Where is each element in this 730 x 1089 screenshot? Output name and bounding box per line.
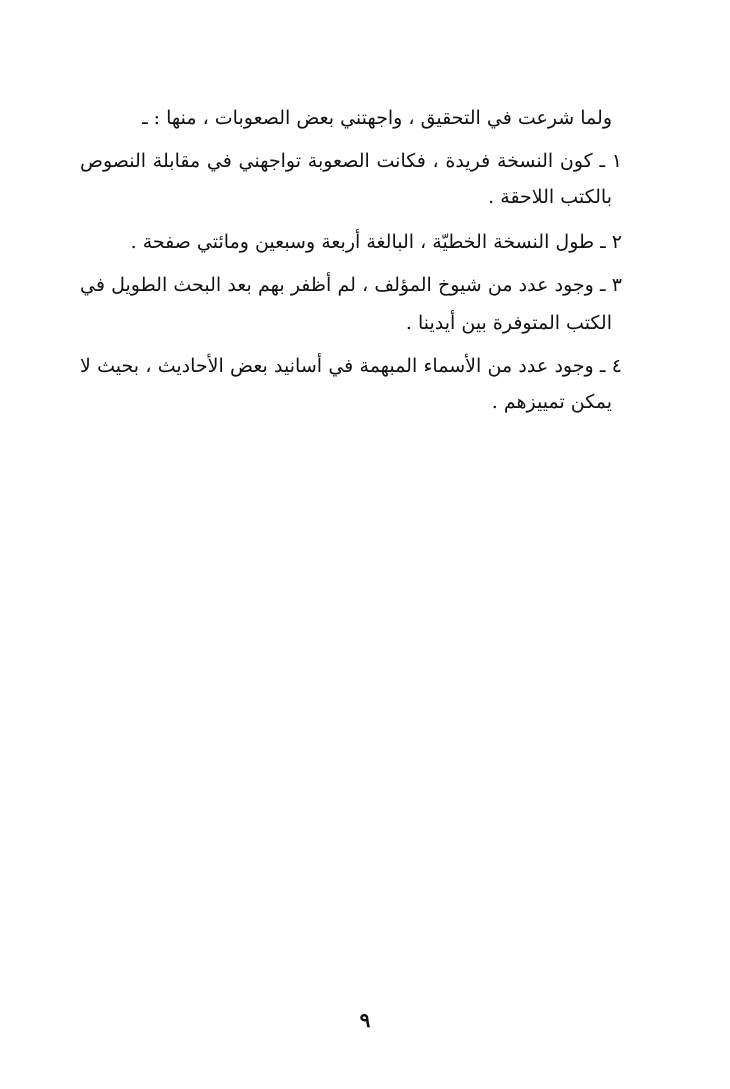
list-item-3-line-1: ٣ ـ وجود عدد من شيوخ المؤلف ، لم أظفر بهم بعد البحث الطويل في — [80, 274, 622, 296]
page-number: ٩ — [359, 1008, 371, 1032]
list-item-1-line-2: بالكتب اللاحقة . — [488, 186, 612, 208]
list-item-4-line-2: يمكن تمييزهم . — [491, 391, 612, 413]
list-item-2-line-1: ٢ ـ طول النسخة الخطيّة ، البالغة أربعة وسبعين ومائتي صفحة . — [130, 231, 622, 253]
list-item-3-line-2: الكتب المتوفرة بين أيدينا . — [405, 312, 612, 334]
list-item-4-line-1: ٤ ـ وجود عدد من الأسماء المبهمة في أسانيد بعض الأحاديث ، بحيث لا — [80, 355, 622, 377]
intro-line: ولما شرعت في التحقيق ، واجهتني بعض الصعوبات ، منها : ـ — [142, 107, 612, 129]
list-item-1-line-1: ١ ـ كون النسخة فريدة ، فكانت الصعوبة تواجهني في مقابلة النصوص — [80, 150, 622, 172]
